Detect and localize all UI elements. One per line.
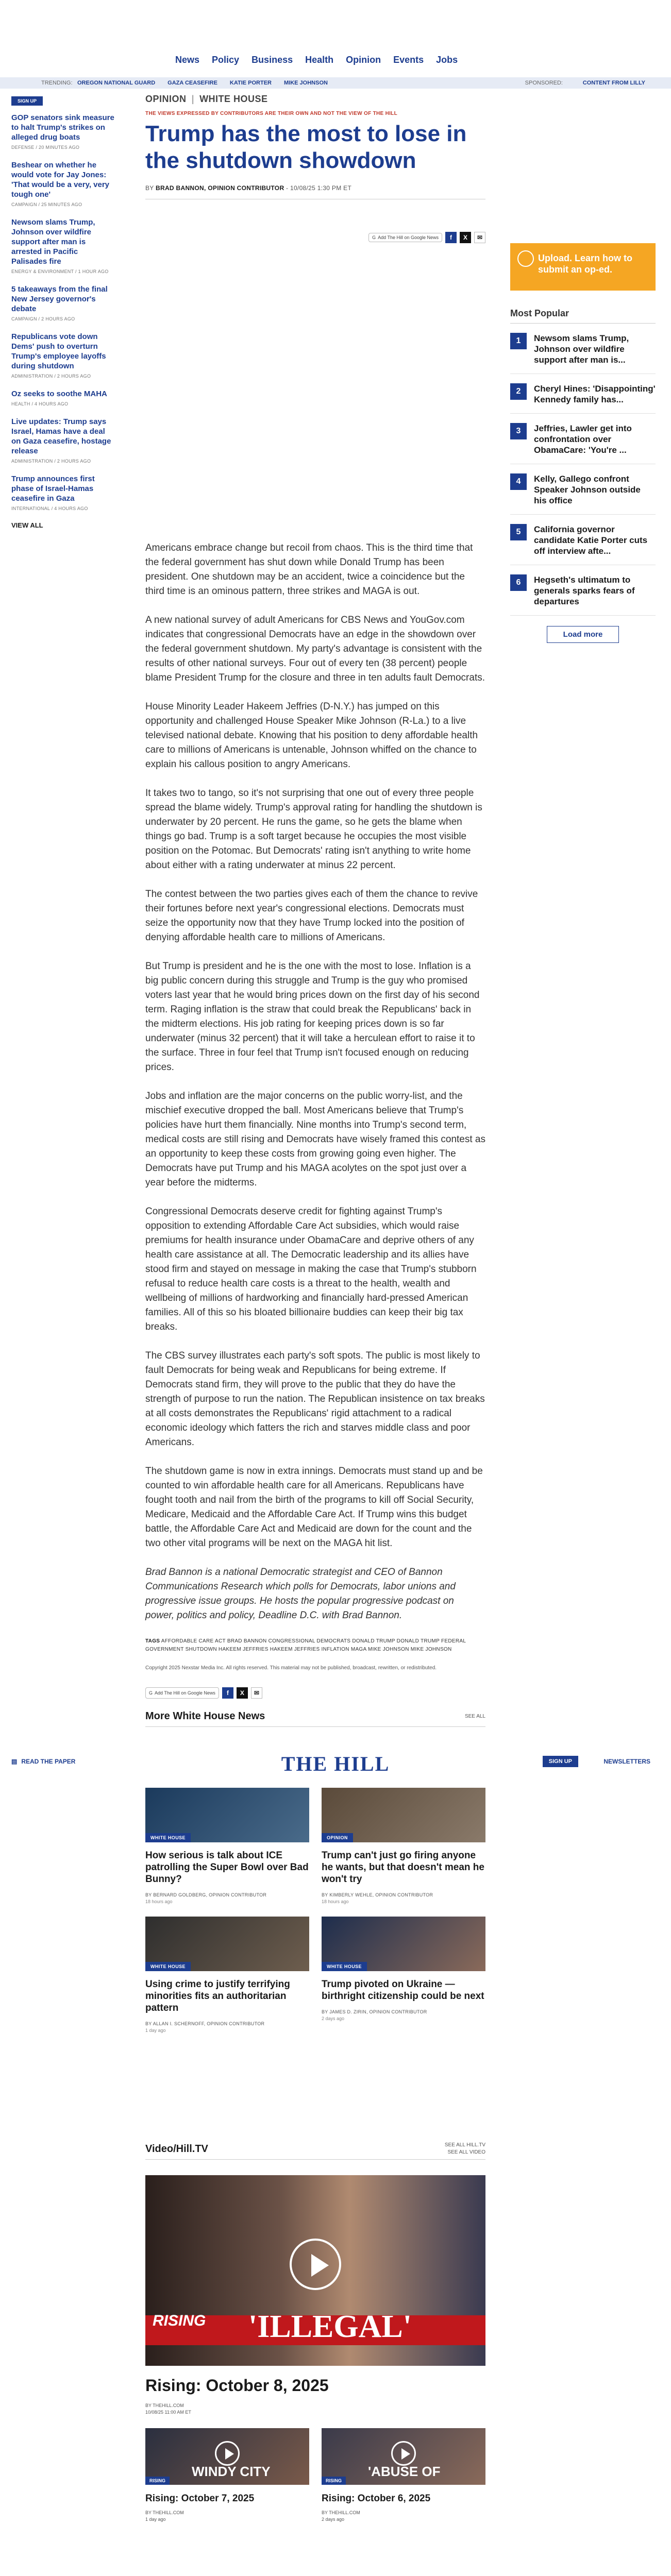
trending-label: TRENDING:: [41, 80, 73, 86]
article-paragraph: Americans embrace change but recoil from chaos. This is the third time that the federal government has shut down while Donald Trump has been president. One shutdown may be an accident, twice a coincidence but the third time is an ominous pattern, three strikes and MAGA is out.: [145, 543, 473, 597]
story-tag: WHITE HOUSE: [322, 1962, 367, 1971]
nav-jobs[interactable]: Jobs: [436, 55, 458, 65]
popular-item[interactable]: [510, 473, 656, 515]
story-title[interactable]: Using crime to justify terrifying minorities fits an authoritarian pattern: [145, 1979, 290, 2013]
newspaper-icon: ▤: [11, 1758, 18, 1765]
video-card-title[interactable]: Rising: October 6, 2025: [322, 2493, 431, 2504]
video-card-date: 2 days ago: [322, 2517, 345, 2522]
breadcrumb-opinion[interactable]: OPINION: [145, 94, 187, 104]
see-all-hilltv-link[interactable]: SEE ALL HILL.TV: [444, 2142, 485, 2148]
story-author: BY JAMES D. ZIRIN, OPINION CONTRIBUTOR: [322, 2009, 427, 2014]
video-show-name: RISING: [153, 2312, 206, 2329]
google-news-button[interactable]: [145, 1687, 219, 1699]
rank-badge: 3: [510, 423, 527, 439]
author-bio: Brad Bannon is a national Democratic strategist and CEO of Bannon Communications Research which polls for Democrats, labor unions and progressive issue groups. He hosts the popular progressive podcast on power, politics and policy, Deadline D.C. with Brad Bannon.: [145, 1567, 456, 1621]
video-date: 10/08/25 11:00 AM ET: [145, 2410, 191, 2415]
popular-title[interactable]: Hegseth's ultimatum to generals sparks fears of departures: [534, 575, 635, 606]
popular-title[interactable]: Cheryl Hines: 'Disappointing' Kennedy family has...: [534, 384, 656, 404]
left-rail-title[interactable]: Live updates: Trump says Israel, Hamas have a deal on Gaza ceasefire, hostage release: [11, 417, 111, 455]
video-card[interactable]: [145, 2428, 309, 2523]
article-headline: Trump has the most to lose in the shutdown showdown: [145, 121, 467, 173]
section-heading: [145, 2143, 485, 2160]
x-icon[interactable]: X: [237, 1687, 248, 1699]
copyright: Copyright 2025 Nexstar Media Inc. All rights reserved. This material may not be published, broadcast, rewritten, or redistributed.: [145, 1665, 437, 1671]
play-icon[interactable]: [391, 2441, 416, 2466]
see-all-video-link[interactable]: SEE ALL VIDEO: [447, 2149, 485, 2155]
video-card[interactable]: [322, 2428, 485, 2523]
brand-band: [0, 1752, 671, 1775]
left-rail-item[interactable]: [11, 389, 114, 406]
popular-title[interactable]: Newsom slams Trump, Johnson over wildfire support after man is...: [534, 333, 629, 365]
story-card[interactable]: [322, 1788, 485, 1904]
left-rail-item[interactable]: [11, 332, 114, 379]
sponsored-link[interactable]: CONTENT FROM LILLY: [582, 80, 645, 86]
left-rail-meta: INTERNATIONAL / 4 HOURS AGO: [11, 506, 88, 511]
article-paragraph: Congressional Democrats deserve credit for fighting against Trump's opposition to extending Affordable Care Act subsidies, which would raise premiums for health insurance under ObamaCare and deprive others of any health care assistance at all. The Democratic leadership and its allies have stood firm and stayed on message in making the case that Trump's stubborn refusal to reduce health care costs is a threat to the health, wealth and wellbeing of millions of hardworking and financially hard-pressed American families. All of this so his bloated billionaire buddies can keep their big tax breaks.: [145, 1206, 477, 1332]
video-card-byline: BY THEHILL.COM: [145, 2510, 184, 2515]
article-paragraph: A new national survey of adult Americans for CBS News and YouGov.com indicates that congressional Democrats have an edge in the showdown over the federal government shutdown. My party's advantage is consistent with the results of other national surveys. Four out of every ten (38 percent) people blame President Trump for the closure and three in ten adults fault Democrats.: [145, 615, 485, 683]
left-rail-item[interactable]: [11, 417, 114, 464]
story-image[interactable]: [322, 1788, 485, 1842]
section-heading: [145, 1710, 485, 1727]
trending-bar: [0, 77, 671, 89]
popular-title[interactable]: California governor candidate Katie Porter cuts off interview afte...: [534, 524, 648, 556]
left-rail: [11, 96, 114, 529]
more-white-house-grid: [145, 1917, 485, 2033]
section-title: Video/Hill.TV: [145, 2143, 208, 2155]
story-tag: OPINION: [322, 1833, 353, 1842]
facebook-icon[interactable]: f: [445, 232, 457, 243]
left-rail-meta: ENERGY & ENVIRONMENT / 1 HOUR AGO: [11, 269, 109, 274]
opinion-disclaimer: THE VIEWS EXPRESSED BY CONTRIBUTORS ARE THEIR OWN AND NOT THE VIEW OF THE HILL: [145, 111, 397, 116]
byline-author[interactable]: BRAD BANNON, OPINION CONTRIBUTOR: [156, 184, 284, 192]
see-all-link[interactable]: SEE ALL: [464, 1714, 485, 1719]
play-icon[interactable]: [215, 2441, 240, 2466]
story-title[interactable]: Trump can't just go firing anyone he wants, but that doesn't mean he won't try: [322, 1850, 484, 1885]
left-rail-title[interactable]: Beshear on whether he would vote for Jay Jones: 'That would be a very, very tough one': [11, 161, 110, 199]
trending-item[interactable]: OREGON NATIONAL GUARD: [77, 80, 156, 86]
sign-up-button[interactable]: SIGN UP: [543, 1756, 578, 1767]
left-rail-meta: CAMPAIGN / 2 HOURS AGO: [11, 316, 75, 321]
story-author: BY BERNARD GOLDBERG, OPINION CONTRIBUTOR: [145, 1892, 267, 1897]
left-rail-meta: HEALTH / 4 HOURS AGO: [11, 401, 69, 406]
nav-opinion[interactable]: Opinion: [346, 55, 381, 65]
view-all-link[interactable]: VIEW ALL: [11, 521, 43, 529]
popular-title[interactable]: Kelly, Gallego confront Speaker Johnson outside his office: [534, 474, 641, 505]
left-rail-title[interactable]: GOP senators sink measure to halt Trump's strikes on alleged drug boats: [11, 113, 114, 142]
video-player[interactable]: [145, 2175, 485, 2366]
tags-label: TAGS: [145, 1638, 160, 1644]
nav-health[interactable]: Health: [305, 55, 334, 65]
story-card[interactable]: [145, 1788, 309, 1904]
article-paragraph: It takes two to tango, so it's not surprising that one out of every three people spread the blame widely. Trump's approval rating for handling the shutdown is underwater by 20 percent. He runs the game, so he gets the blame when things go bad. Trump is a soft target because he occupies the most visible position on the Potomac. But Democrats' rating isn't anything to write home about either with a rating underwater at minus 22 percent.: [145, 788, 482, 871]
google-news-button[interactable]: [368, 233, 442, 242]
popular-item[interactable]: [510, 383, 656, 414]
popular-item[interactable]: [510, 574, 656, 616]
email-icon[interactable]: ✉: [474, 232, 485, 243]
story-date: 1 day ago: [145, 2028, 166, 2033]
breadcrumb-white-house[interactable]: WHITE HOUSE: [199, 94, 268, 104]
google-icon: G: [372, 235, 376, 240]
left-rail-item[interactable]: [11, 113, 114, 150]
google-news-label: Add The Hill on Google News: [155, 1690, 215, 1696]
popular-title[interactable]: Jeffries, Lawler get into confrontation over ObamaCare: 'You're ...: [534, 423, 632, 455]
opinion-icon: [517, 250, 534, 267]
video-grid: [145, 2428, 485, 2523]
google-icon: G: [149, 1690, 153, 1696]
article-paragraph: But Trump is president and he is the one with the most to lose. Inflation is a big public concern during this struggle and Trump is the guy who promised voters last year that he would bring prices down on the first day of his second term. Raging inflation is the straw that could break the Republicans' back in the midterm elections. His job rating for keeping prices down is so far underwater (minus 32 percent) that it will take a herculean effort to raise it to the surface. Three in four feel that Trump isn't focused enough on reducing prices.: [145, 961, 480, 1073]
left-rail-item[interactable]: [11, 474, 114, 511]
site-logo[interactable]: THE HILL: [281, 1752, 390, 1775]
x-icon[interactable]: X: [460, 232, 471, 243]
story-image[interactable]: [145, 1788, 309, 1842]
video-title[interactable]: Rising: October 8, 2025: [145, 2376, 329, 2395]
video-section: [145, 2143, 485, 2523]
left-rail-item[interactable]: [11, 217, 114, 274]
article-paragraph: The contest between the two parties gives each of them the chance to revive their fortunes before next year's congressional elections. Democrats must seize the opportunity now that they have Trump locked into the position of denying affordable health care to millions of Americans.: [145, 889, 478, 943]
rank-badge: 5: [510, 524, 527, 540]
left-rail-title[interactable]: Trump announces first phase of Israel-Hamas ceasefire in Gaza: [11, 474, 95, 503]
article-header: [145, 94, 485, 241]
left-rail-meta: ADMINISTRATION / 2 HOURS AGO: [11, 374, 91, 379]
article-paragraph: The shutdown game is now in extra innings. Democrats must stand up and be counted to win affordable health care for all Americans. Republicans have fought tooth and nail from the birth of the programs to kill off Social Security, Medicare, Medicaid and the Affordable Care Act. If Trump wins this budget battle, the Affordable Care Act and Medicaid are down for the count and the two other vital programs will be next on the MAGA hit list.: [145, 1466, 483, 1549]
video-thumb-caption: WINDY CITY: [192, 2464, 271, 2479]
byline: [145, 184, 485, 192]
tags: [145, 1637, 485, 1654]
video-thumb-caption: 'ABUSE OF: [368, 2464, 441, 2479]
tag-list[interactable]: AFFORDABLE CARE ACT BRAD BANNON CONGRESSIONAL DEMOCRATS DONALD TRUMP DONALD TRUMP FEDERAL GOVERNMENT SHUTDOWN HAKEEM JEFFRIES HAKEEM JEFFRIES INFLATION MAGA MIKE JOHNSON MIKE JOHNSON: [145, 1638, 466, 1652]
video-card-meta: [145, 2510, 309, 2523]
google-news-label: Add The Hill on Google News: [378, 235, 439, 240]
most-popular-heading: Most Popular: [510, 308, 656, 324]
story-date: 18 hours ago: [145, 1899, 173, 1904]
story-author: BY ALLAN I. SCHERNOFF, OPINION CONTRIBUTOR: [145, 2021, 265, 2026]
video-thumb[interactable]: [322, 2428, 485, 2485]
left-rail-title[interactable]: 5 takeaways from the final New Jersey governor's debate: [11, 285, 108, 313]
left-rail-title[interactable]: Republicans vote down Dems' push to overturn Trump's employee layoffs during shutdown: [11, 332, 106, 370]
rank-badge: 2: [510, 383, 527, 400]
video-meta: [145, 2402, 485, 2416]
story-author: BY KIMBERLY WEHLE, OPINION CONTRIBUTOR: [322, 1892, 433, 1897]
video-card-byline: BY THEHILL.COM: [322, 2510, 360, 2515]
article-body: [145, 541, 485, 1699]
trending-item[interactable]: GAZA CEASEFIRE: [167, 80, 217, 86]
story-date: 18 hours ago: [322, 1899, 349, 1904]
article-paragraph: House Minority Leader Hakeem Jeffries (D-N.Y.) has jumped on this opportunity and challenged House Speaker Mike Johnson (R-La.) to a live televised national debate. Knowing that his position to deny affordable health care to millions of Americans is untenable, Johnson whiffed on the chance to explain his callous position to angry Americans.: [145, 701, 478, 770]
left-rail-title[interactable]: Oz seeks to soothe MAHA: [11, 389, 107, 398]
popular-item[interactable]: [510, 524, 656, 565]
video-badge: RISING: [322, 2477, 346, 2485]
left-rail-item[interactable]: [11, 284, 114, 321]
share-row-bottom: [145, 1687, 485, 1699]
load-more-button[interactable]: Load more: [547, 626, 619, 643]
video-card-meta: [322, 2510, 485, 2523]
story-title[interactable]: Trump pivoted on Ukraine — birthright citizenship could be next: [322, 1979, 484, 2002]
facebook-icon[interactable]: f: [222, 1687, 233, 1699]
story-image[interactable]: [145, 1917, 309, 1971]
left-rail-meta: ADMINISTRATION / 2 HOURS AGO: [11, 459, 91, 464]
story-title[interactable]: How serious is talk about ICE patrolling the Super Bowl over Bad Bunny?: [145, 1850, 309, 1885]
popular-item[interactable]: [510, 423, 656, 464]
video-card-date: 1 day ago: [145, 2517, 166, 2522]
rank-badge: 6: [510, 574, 527, 591]
byline-date: - 10/08/25 1:30 PM ET: [284, 184, 352, 192]
byline-prefix: BY: [145, 184, 156, 192]
most-popular: [510, 308, 656, 643]
left-rail-item[interactable]: [11, 160, 114, 207]
primary-nav: [175, 55, 458, 65]
video-caption: 'ILLEGAL': [248, 2309, 412, 2344]
story-card[interactable]: [145, 1917, 309, 2033]
story-date: 2 days ago: [322, 2016, 345, 2021]
story-tag: WHITE HOUSE: [145, 1833, 191, 1842]
newsletters-link[interactable]: NEWSLETTERS: [603, 1758, 650, 1765]
video-badge: RISING: [145, 2477, 170, 2485]
left-rail-meta: CAMPAIGN / 25 MINUTES AGO: [11, 202, 82, 207]
nav-news[interactable]: News: [175, 55, 200, 65]
video-byline: BY THEHILL.COM: [145, 2403, 184, 2408]
oped-promo-text: Upload. Learn how to submit an op-ed.: [538, 253, 632, 275]
article-paragraph: The CBS survey illustrates each party's soft spots. The public is most likely to fault Democrats for being weak and Republicans for being extreme. If Democrats stand firm, they will prove to the public that they do have the strength of purpose to run the nation. The Republican insistence on tax breaks at all costs demonstrates the Republicans' rigid attachment to a radical economic ideology which fatters the rich and starves middle class and poor Americans.: [145, 1350, 485, 1448]
top-nav: [0, 0, 671, 72]
sign-up-button[interactable]: SIGN UP: [11, 96, 43, 106]
left-rail-title[interactable]: Newsom slams Trump, Johnson over wildfire support after man is arrested in Pacific Palisades fire: [11, 218, 95, 266]
story-image[interactable]: [322, 1917, 485, 1971]
oped-promo[interactable]: [510, 243, 656, 291]
nav-events[interactable]: Events: [393, 55, 424, 65]
article-paragraph: Jobs and inflation are the major concerns on the public worry-list, and the mischief executive dropped the ball. Most Americans believe that Trump's policies have hurt them financially. Nine months into Trump's second term, medical costs are still rising and Democrats have wisely framed this contest as an opportunity to keep these costs from growing going even higher. The Democrats have put Trump and his MAGA acolytes on the spot just over a year before the midterms.: [145, 1091, 485, 1188]
nav-business[interactable]: Business: [251, 55, 293, 65]
email-icon[interactable]: ✉: [251, 1687, 262, 1699]
rank-badge: 1: [510, 333, 527, 349]
sponsored-label: SPONSORED:: [525, 80, 563, 86]
more-white-house-section: [145, 1710, 485, 1727]
breadcrumb-separator: |: [191, 94, 195, 104]
video-card-title[interactable]: Rising: October 7, 2025: [145, 2493, 255, 2504]
popular-item[interactable]: [510, 333, 656, 374]
share-row: [368, 232, 485, 243]
video-thumb[interactable]: [145, 2428, 309, 2485]
trending-item[interactable]: MIKE JOHNSON: [284, 80, 328, 86]
section-title: More White House News: [145, 1710, 265, 1722]
play-icon[interactable]: [290, 2239, 341, 2290]
read-paper-label: READ THE PAPER: [21, 1758, 76, 1765]
rank-badge: 4: [510, 473, 527, 490]
more-white-house-grid: [145, 1788, 485, 1904]
nav-policy[interactable]: Policy: [212, 55, 240, 65]
story-card[interactable]: [322, 1917, 485, 2033]
left-rail-meta: DEFENSE / 20 MINUTES AGO: [11, 145, 80, 150]
story-tag: WHITE HOUSE: [145, 1962, 191, 1971]
breadcrumb: [145, 94, 485, 105]
trending-item[interactable]: KATIE PORTER: [229, 80, 272, 86]
